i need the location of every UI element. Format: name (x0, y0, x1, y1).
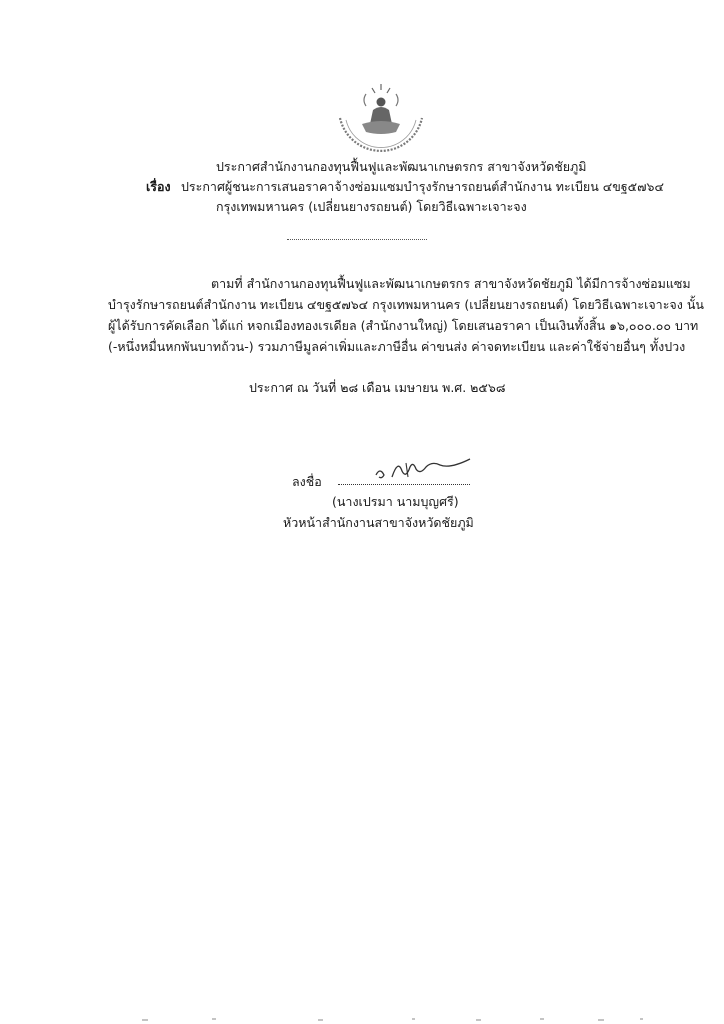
signer-name: (นางเปรมา นามบุญศรี) (332, 494, 459, 509)
announcement-date: ประกาศ ณ วันที่ ๒๘ เดือน เมษายน พ.ศ. ๒๕๖๘ (249, 380, 506, 395)
body-line-2: บำรุงรักษารถยนต์สำนักงาน ทะเบียน ๔ขฐ๕๗๖๔ กรุงเทพมหานคร (เปลี่ยนยางรถยนต์) โดยวิธีเฉพาะเจาะจง นั้น (108, 297, 704, 312)
sign-label: ลงชื่อ (292, 474, 322, 489)
subject-line-2: กรุงเทพมหานคร (เปลี่ยนยางรถยนต์) โดยวิธีเฉพาะเจาะจง (216, 199, 527, 214)
header-divider (287, 239, 427, 240)
handwritten-signature-icon (370, 455, 480, 485)
body-line-1: ตามที่ สำนักงานกองทุนฟื้นฟูและพัฒนาเกษตรกร สาขาจังหวัดชัยภูมิ ได้มีการจ้างซ่อมแซม (211, 276, 691, 291)
scan-edge-marks (0, 1014, 724, 1024)
subject-label: เรื่อง (146, 179, 171, 194)
agency-seal-icon (326, 80, 436, 170)
subject-line-1: ประกาศผู้ชนะการเสนอราคาจ้างซ่อมแซมบำรุงรักษารถยนต์สำนักงาน ทะเบียน ๔ขฐ๕๗๖๔ (181, 179, 664, 194)
signer-position: หัวหน้าสำนักงานสาขาจังหวัดชัยภูมิ (283, 515, 474, 530)
body-line-3: ผู้ได้รับการคัดเลือก ได้แก่ หจกเมืองทองเรเดียล (สำนักงานใหญ่) โดยเสนอราคา เป็นเงินทั้งสิ้น ๑๖,๐๐๐.๐๐ บาท (108, 318, 699, 333)
body-line-4: (-หนึ่งหมื่นหกพันบาทถ้วน-) รวมภาษีมูลค่าเพิ่มและภาษีอื่น ค่าขนส่ง ค่าจดทะเบียน และค่าใช้จ่ายอื่นๆ ทั้งปวง (108, 339, 686, 354)
agency-announcement-title: ประกาศสำนักงานกองทุนฟื้นฟูและพัฒนาเกษตรกร สาขาจังหวัดชัยภูมิ (216, 159, 587, 174)
